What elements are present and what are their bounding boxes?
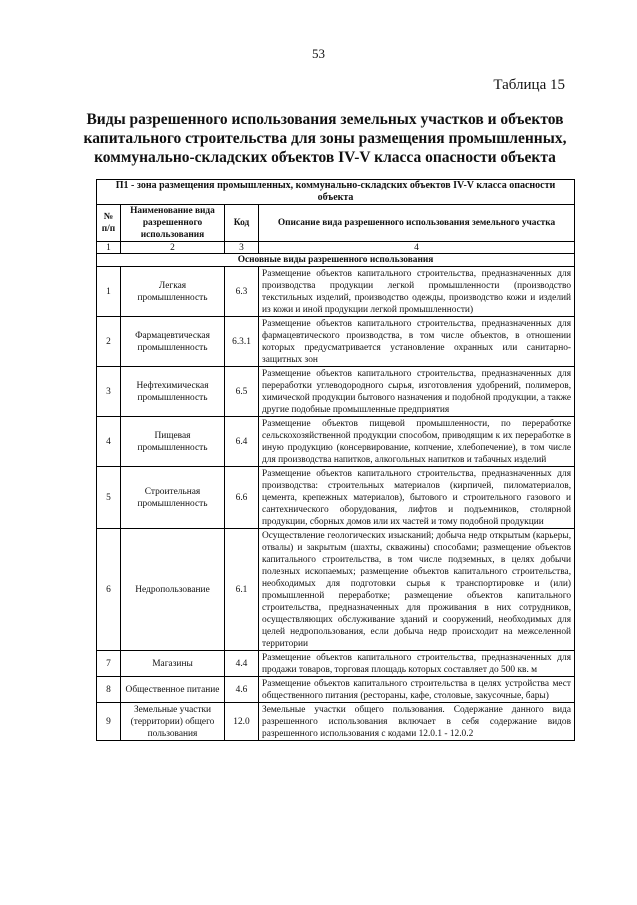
- row-use-name: Недропользование: [121, 529, 225, 651]
- row-code: 6.1: [225, 529, 259, 651]
- table-row: [97, 467, 575, 529]
- header-row: [97, 205, 575, 242]
- table-label: Таблица 15: [493, 77, 565, 93]
- index-cell: 1: [97, 242, 121, 254]
- row-description: Земельные участки общего пользования. Содержание данного вида разрешенного использования включает в себя содержание видов разрешенного использования с кодами 12.0.1 - 12.0.2: [259, 703, 575, 741]
- row-code: 6.6: [225, 467, 259, 529]
- row-description: Размещение объектов капитального строительства, предназначенных для производства продукции легкой промышленности (производство текстильных изделий, производство одежды, производство кожи и изделий из кожи и иной продукции легкой промышленности): [259, 267, 575, 317]
- table-row: [97, 677, 575, 703]
- index-cell: 2: [121, 242, 225, 254]
- row-description: Размещение объектов капитального строительства, предназначенных для переработки углеводородного сырья, изготовления удобрений, полимеров, химической продукции бытового назначения и подобной продукции, а также другие подобные промышленные предприятия: [259, 367, 575, 417]
- table-row: [97, 529, 575, 651]
- row-code: 4.4: [225, 651, 259, 677]
- row-code: 6.3: [225, 267, 259, 317]
- row-use-name: Общественное питание: [121, 677, 225, 703]
- page-number: 53: [312, 46, 325, 61]
- header-num: № п/п: [97, 205, 121, 242]
- row-use-name: Строительная промышленность: [121, 467, 225, 529]
- land-use-table: [96, 179, 575, 741]
- row-use-name: Магазины: [121, 651, 225, 677]
- document-title: Виды разрешенного использования земельных участков и объектов капитального строительства для зоны размещения промышленных, коммунально-складских объектов IV-V класса опасности объекта: [83, 111, 567, 166]
- header-desc: Описание вида разрешенного использования земельного участка: [259, 205, 575, 242]
- row-number: 2: [97, 317, 121, 367]
- row-code: 6.5: [225, 367, 259, 417]
- row-use-name: Нефтехимическая промышленность: [121, 367, 225, 417]
- table-row: [97, 417, 575, 467]
- row-description: Размещение объектов капитального строительства в целях устройства мест общественного питания (рестораны, кафе, столовые, закусочные, бары): [259, 677, 575, 703]
- header-name: Наименование вида разрешенного использования: [121, 205, 225, 242]
- row-description: Размещение объектов капитального строительства, предназначенных для производства: строительных материалов (кирпичей, пиломатериалов, цемента, крепежных материалов), бытового и строительного газового и сантехнического оборудования, лифтов и подъемников, столярной продукции, сборных домов или их частей и тому подобной продукции: [259, 467, 575, 529]
- table-row: [97, 317, 575, 367]
- table-row: [97, 267, 575, 317]
- table-row: [97, 651, 575, 677]
- row-number: 9: [97, 703, 121, 741]
- zone-title: П1 - зона размещения промышленных, коммунально-складских объектов IV-V класса опасности объекта: [97, 180, 575, 205]
- row-description: Размещение объектов капитального строительства, предназначенных для продажи товаров, торговая площадь которых составляет до 500 кв. м: [259, 651, 575, 677]
- row-number: 7: [97, 651, 121, 677]
- column-index-row: [97, 242, 575, 254]
- row-use-name: Легкая промышленность: [121, 267, 225, 317]
- row-number: 3: [97, 367, 121, 417]
- row-description: Размещение объектов пищевой промышленности, по переработке сельскохозяйственной продукции способом, приводящим к их переработке в иную продукцию (консервирование, копчение, хлебопечение), в том числе для производства напитков, алкогольных напитков и табачных изделий: [259, 417, 575, 467]
- row-use-name: Пищевая промышленность: [121, 417, 225, 467]
- header-code: Код: [225, 205, 259, 242]
- row-code: 6.4: [225, 417, 259, 467]
- row-number: 1: [97, 267, 121, 317]
- index-cell: 3: [225, 242, 259, 254]
- row-number: 5: [97, 467, 121, 529]
- row-number: 6: [97, 529, 121, 651]
- table-row: [97, 703, 575, 741]
- section-title: Основные виды разрешенного использования: [97, 254, 575, 267]
- row-code: 6.3.1: [225, 317, 259, 367]
- row-number: 4: [97, 417, 121, 467]
- row-number: 8: [97, 677, 121, 703]
- table-row: [97, 367, 575, 417]
- row-code: 12.0: [225, 703, 259, 741]
- row-use-name: Земельные участки (территории) общего пользования: [121, 703, 225, 741]
- row-code: 4.6: [225, 677, 259, 703]
- row-description: Размещение объектов капитального строительства, предназначенных для фармацевтического производства, в том числе объектов, в отношении которых предусматривается установление охранных или санитарно-защитных зон: [259, 317, 575, 367]
- row-description: Осуществление геологических изысканий; добыча недр открытым (карьеры, отвалы) и закрытым (шахты, скважины) способами; размещение объектов капитального строительства, в том числе подземных, в целях добычи полезных ископаемых; размещение объектов капитального строительства, необходимых для подготовки сырья к транспортировке и (или) промышленной переработке; размещение объектов капитального строительства, предназначенных для проживания в них сотрудников, осуществляющих обслуживание зданий и сооружений, необходимых для целей недропользования, если добыча недр происходит на межселенной территории: [259, 529, 575, 651]
- row-use-name: Фармацевтическая промышленность: [121, 317, 225, 367]
- index-cell: 4: [259, 242, 575, 254]
